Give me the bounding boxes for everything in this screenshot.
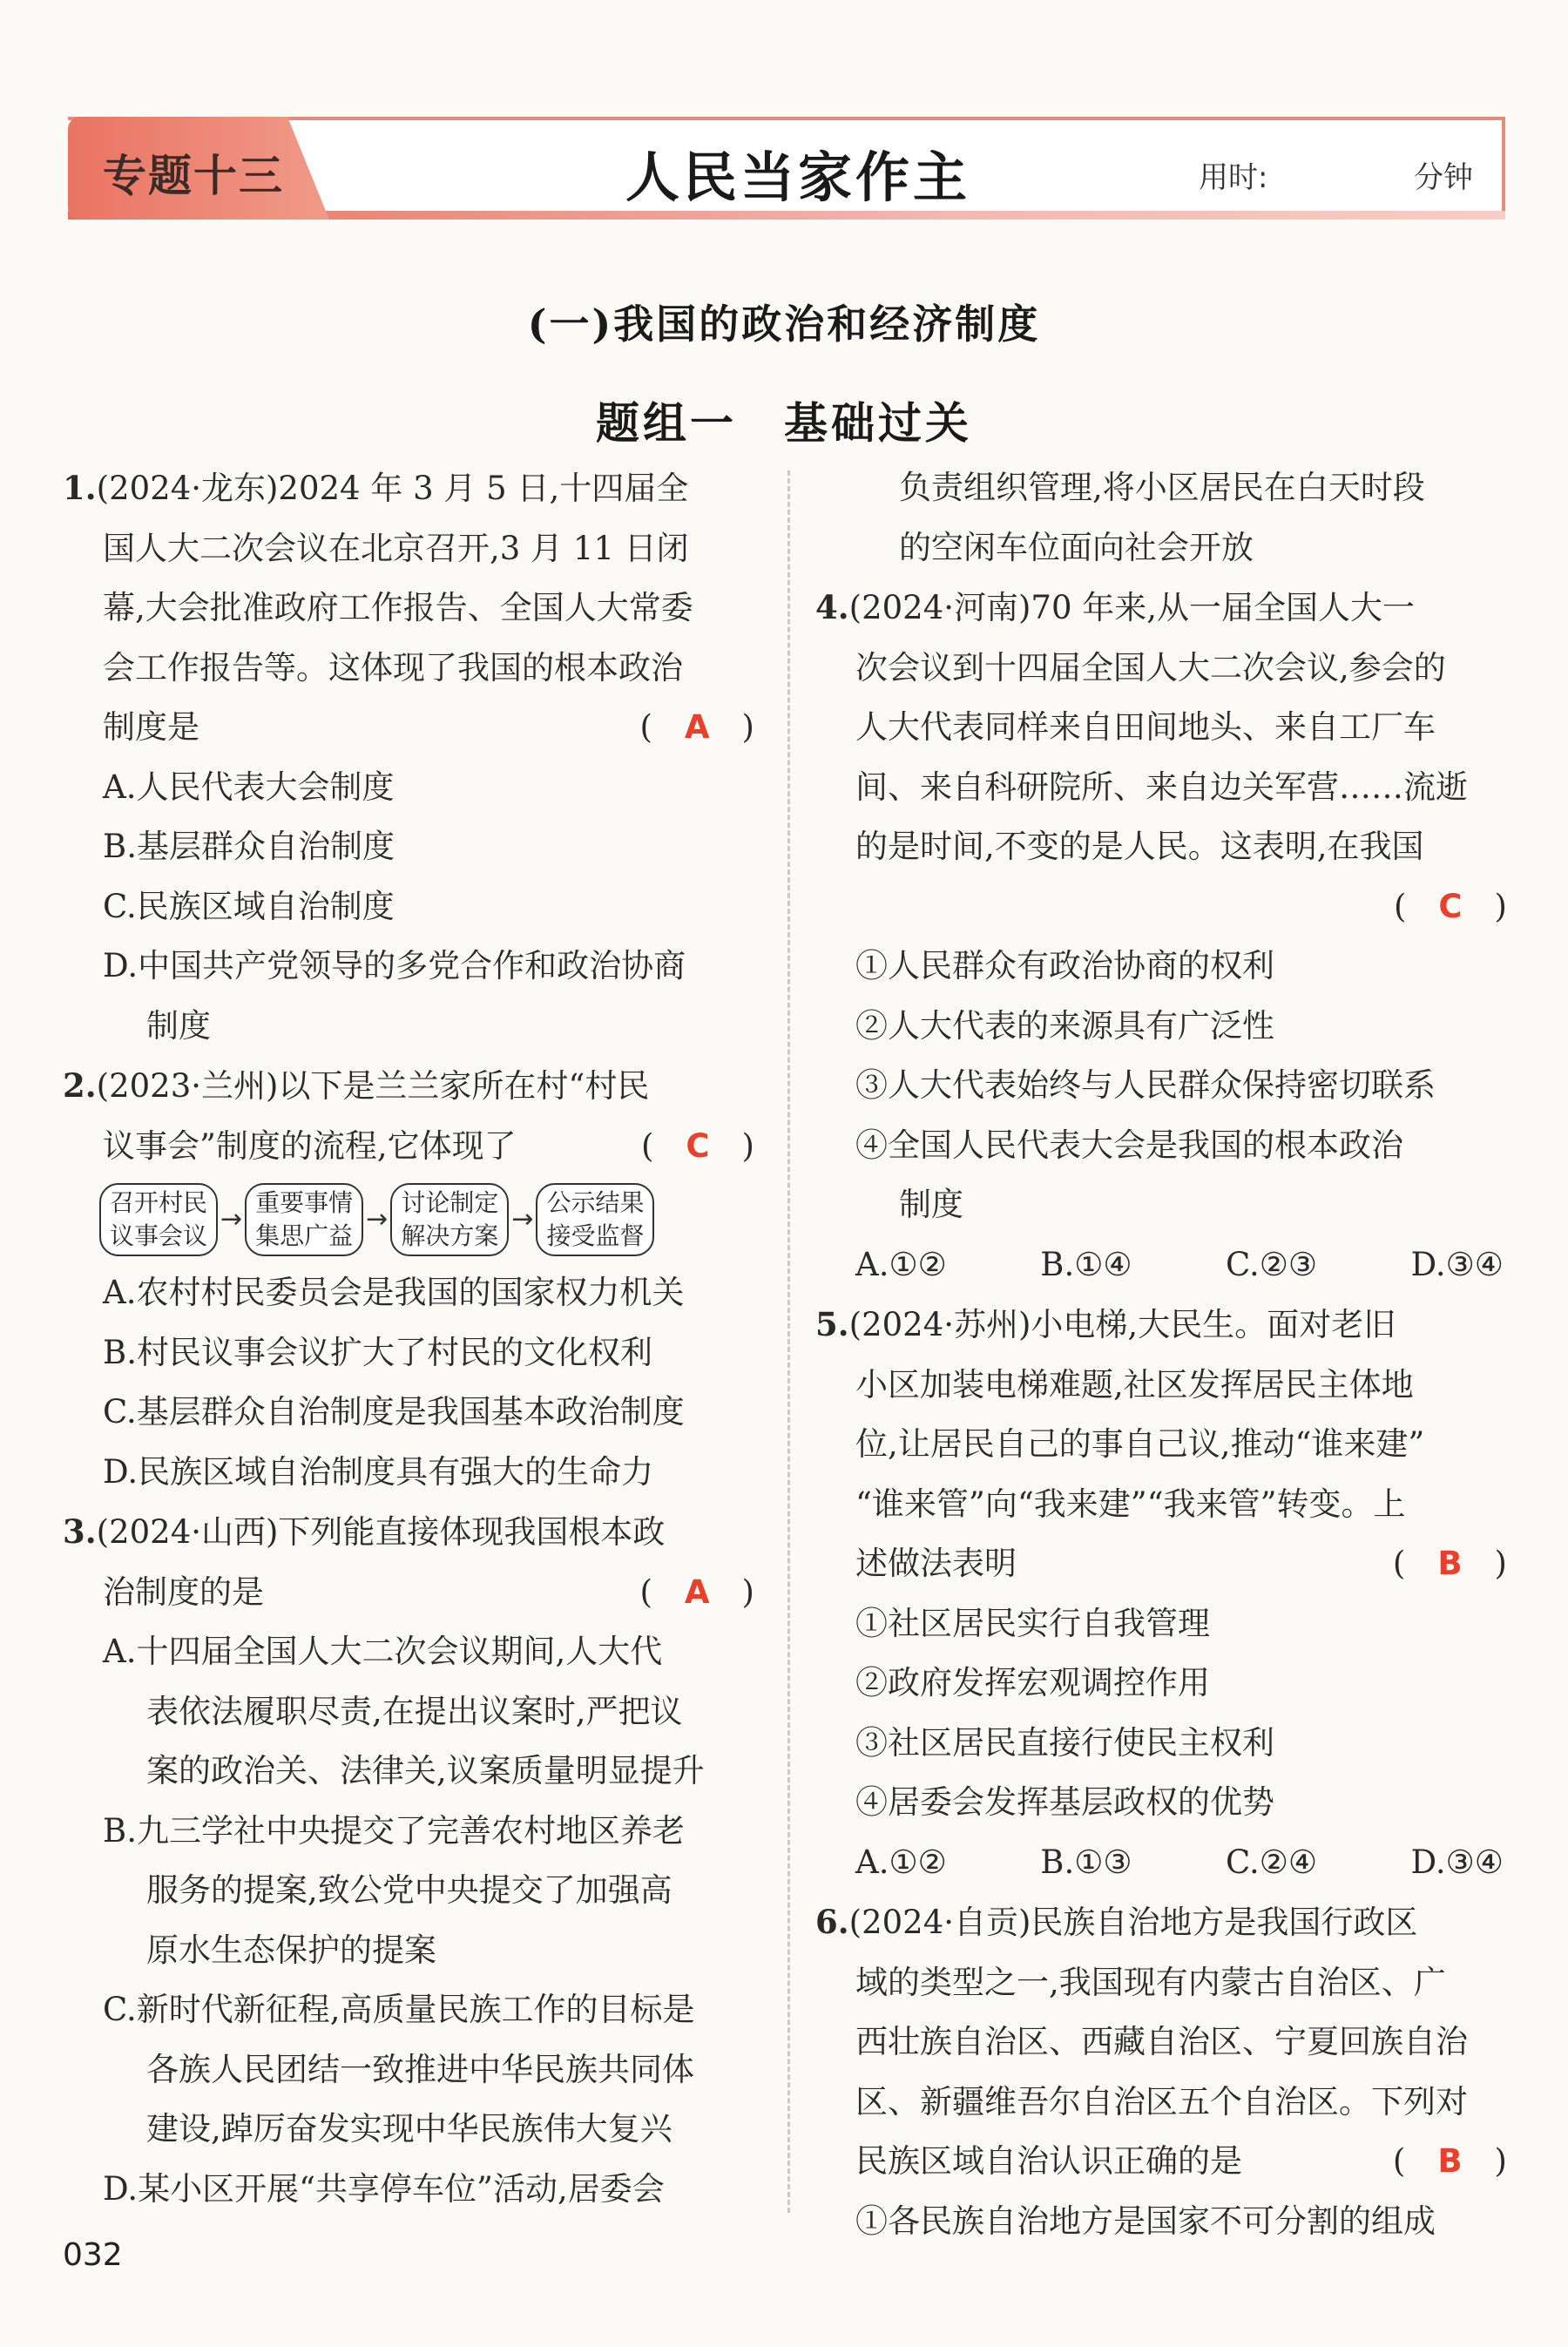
statement-continued: 制度 [899,1186,963,1223]
question-text: (2023·兰州)以下是兰兰家所在村“村民 [96,1067,650,1105]
column-divider [787,470,790,2213]
option-continued: 案的政治关、法律关,议案质量明显提升 [146,1752,705,1789]
option-continued: 负责组织管理,将小区居民在白天时段 [899,469,1425,506]
statement: ①人民群众有政治协商的权利 [855,947,1274,984]
choice: B.①③ [1040,1843,1132,1881]
question-2 [63,1056,760,1502]
choice-row [815,1235,1512,1295]
answer-letter: B [1437,1545,1463,1582]
option: C.新时代新征程,高质量民族工作的目标是 [103,1991,695,2028]
chapter-header [68,117,1505,220]
statement: ③社区居民直接行使民主权利 [855,1723,1274,1762]
question-text: 会工作报告等。这体现了我国的根本政治 [103,648,683,687]
arrow-right-icon: → [220,1203,243,1234]
question-text: 制度是 [103,708,199,746]
page-number: 032 [63,2237,123,2273]
choice: D.③④ [1410,1245,1504,1283]
question-text: 区、新疆维吾尔自治区五个自治区。下列对 [855,2082,1468,2120]
option-continued: 建设,踔厉奋发实现中华民族伟大复兴 [146,2110,672,2147]
question-number: 4. [815,588,849,626]
question-text: 述做法表明 [855,1545,1017,1582]
answer-bracket: ( A ) [639,708,754,746]
question-text: 人大代表同样来自田间地头、来自工厂车 [855,708,1436,746]
question-5 [815,1295,1512,1892]
question-3 [63,1502,760,2219]
choice: D.③④ [1410,1843,1504,1881]
option: D.民族区域自治制度具有强大的生命力 [103,1452,654,1491]
question-text: (2024·龙东)2024 年 3 月 5 日,十四届全 [96,470,689,507]
option-continued: 制度 [146,1006,211,1045]
option: B.村民议事会议扩大了村民的文化权利 [103,1333,652,1371]
question-text: 民族区域自治认识正确的是 [855,2142,1242,2180]
question-number: 5. [815,1305,849,1343]
option-continued: 表依法履职尽责,在提出议案时,严把议 [146,1692,683,1730]
flow-step-2: 重要事情 集思广益 [245,1183,363,1256]
question-text: 间、来自科研院所、来自边关军营……流逝 [855,768,1468,806]
time-unit: 分钟 [1414,160,1473,195]
answer-letter: A [684,708,710,746]
arrow-right-icon: → [366,1203,389,1234]
option-continued: 的空闲车位面向社会开放 [899,528,1254,566]
answer-bracket: ( C ) [640,1126,754,1165]
option: B.基层群众自治制度 [103,828,395,865]
answer-bracket: ( C ) [1393,887,1507,925]
question-text: 位,让居民自己的事自己议,推动“谁来建” [855,1425,1425,1463]
statement: ①社区居民实行自我管理 [855,1604,1210,1642]
option: C.基层群众自治制度是我国基本政治制度 [103,1393,685,1431]
question-text: 幕,大会批准政府工作报告、全国人大常委 [103,589,693,626]
flow-step-4: 公示结果 接受监督 [536,1183,654,1256]
option: D.中国共产党领导的多党合作和政治协商 [103,947,686,984]
choice-row [815,1833,1512,1893]
question-text: 小区加装电梯难题,社区发挥居民主体地 [855,1365,1414,1403]
question-text: (2024·自贡)民族自治地方是我国行政区 [848,1904,1418,1941]
choice: A.①② [855,1843,947,1881]
question-number: 3. [63,1512,97,1551]
section-title: (一)我国的政治和经济制度 [527,301,1041,348]
question-text: 域的类型之一,我国现有内蒙古自治区、广 [855,1963,1446,2001]
question-text: (2024·苏州)小电梯,大民生。面对老旧 [848,1306,1396,1343]
question-text: (2024·河南)70 年来,从一届全国人大一 [848,589,1416,626]
question-text: 次会议到十四届全国人大二次会议,参会的 [855,648,1446,687]
choice: C.②③ [1226,1245,1318,1283]
choice: A.①② [855,1245,947,1283]
option-continued: 原水生态保护的提案 [146,1931,436,1969]
time-label: 用时: [1199,160,1268,195]
question-text: (2024·山西)下列能直接体现我国根本政 [96,1513,666,1551]
question-number: 6. [815,1903,849,1941]
group-title: 题组一 基础过关 [596,398,972,449]
arrow-right-icon: → [511,1203,534,1234]
question-number: 1. [63,469,97,507]
option: A.农村村民委员会是我国的国家权力机关 [103,1274,685,1311]
question-text: 国人大二次会议在北京召开,3 月 11 日闭 [103,529,689,567]
answer-letter: B [1437,2142,1463,2180]
statement: ④居委会发挥基层政权的优势 [855,1783,1274,1821]
question-text: 治制度的是 [103,1573,264,1611]
choice: C.②④ [1226,1843,1318,1881]
page-title: 人民当家作主 [625,145,971,209]
answer-letter: C [686,1126,710,1165]
flow-step-1: 召开村民 议事会议 [99,1183,218,1256]
question-4 [815,578,1512,1295]
option: B.九三学社中央提交了完善农村地区养老 [103,1811,685,1850]
question-text: 的是时间,不变的是人民。这表明,在我国 [855,828,1424,865]
statement: ④全国人民代表大会是我国的根本政治 [855,1126,1403,1164]
question-text: 议事会”制度的流程,它体现了 [103,1126,517,1165]
statement: ③人大代表始终与人民群众保持密切联系 [855,1066,1436,1104]
answer-bracket: ( B ) [1392,1545,1507,1582]
option: C.民族区域自治制度 [103,887,395,925]
right-column [815,458,1512,2251]
answer-bracket: ( A ) [639,1573,754,1611]
process-flow-diagram [63,1176,760,1263]
statement: ②人大代表的来源具有广泛性 [855,1006,1274,1045]
question-1 [63,458,760,1056]
topic-label: 专题十三 [103,151,284,201]
question-number: 2. [63,1066,97,1105]
question-text: “谁来管”向“我来建”“我来管”转变。上 [855,1485,1406,1523]
answer-bracket: ( B ) [1392,2142,1507,2180]
question-6 [815,1892,1512,2251]
question-text: 西壮族自治区、西藏自治区、宁夏回族自治 [855,2023,1468,2060]
left-column [63,458,760,2219]
statement: ①各民族自治地方是国家不可分割的组成 [855,2202,1436,2240]
option-continued: 各族人民团结一致推进中华民族共同体 [146,2050,694,2088]
option-continued: 服务的提案,致公党中央提交了加强高 [146,1871,672,1909]
statement: ②政府发挥宏观调控作用 [855,1664,1210,1701]
flow-step-3: 讨论制定 解决方案 [390,1183,509,1256]
answer-letter: A [684,1573,710,1611]
option: D.某小区开展“共享停车位”活动,居委会 [103,2169,665,2208]
answer-letter: C [1438,887,1463,925]
choice: B.①④ [1040,1245,1132,1283]
option: A.十四届全国人大二次会议期间,人大代 [103,1633,663,1670]
option: A.人民代表大会制度 [103,768,395,806]
